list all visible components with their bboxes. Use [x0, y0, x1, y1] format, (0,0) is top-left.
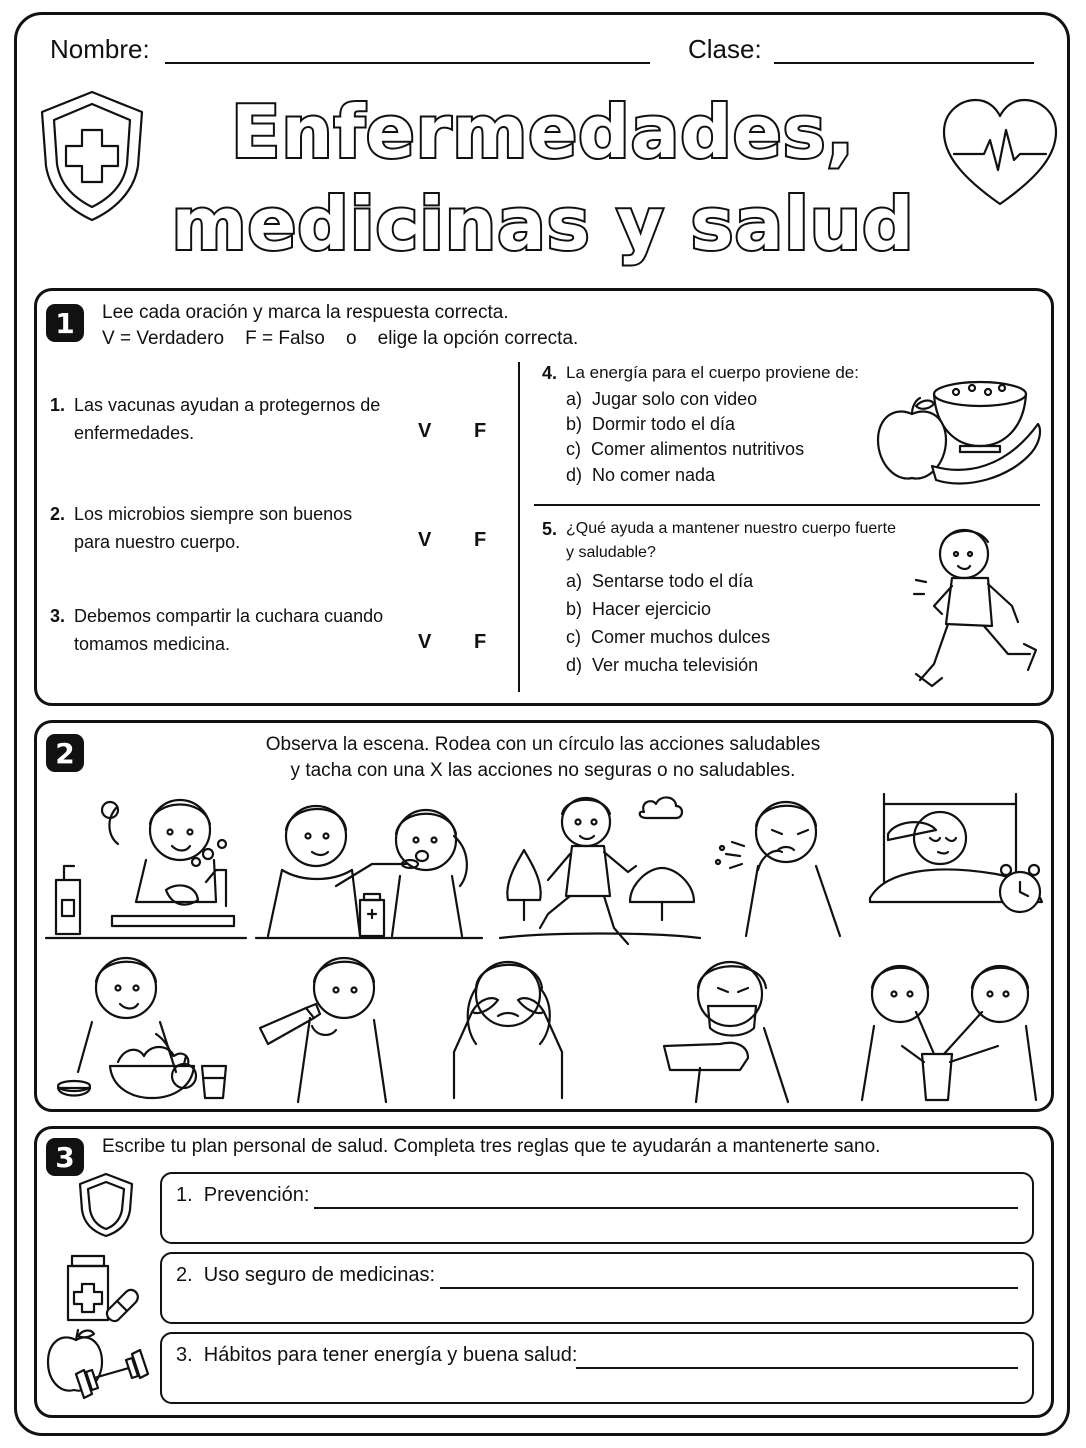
question-3-number: 3. — [50, 606, 66, 626]
question-2-text: Los microbios siempre son buenos — [74, 504, 353, 524]
plan-rule-2-label: 2. Uso seguro de medicinas: — [176, 1264, 436, 1286]
page-title-line1: Enfermedades, — [231, 90, 855, 174]
scene-drinking-water[interactable] — [256, 948, 396, 1108]
healthy-food-icon — [876, 372, 1046, 494]
question-5-option-a[interactable]: a) Sentarse todo el día — [566, 571, 754, 591]
question-3-text-2: tomamos medicina. — [74, 634, 231, 654]
question-1-text: Las vacunas ayudan a protegernos de — [74, 395, 381, 415]
page-title-line2: medicinas y salud — [171, 182, 915, 266]
section-2-instruction-2: y tacha con una X las acciones no seguras o no saludables. — [290, 760, 796, 781]
section-1-key: V = Verdadero F = Falso o elige la opción correcta. — [102, 328, 579, 349]
question-2-true-option[interactable]: V — [418, 529, 432, 551]
running-boy-icon — [912, 514, 1042, 698]
scene-coughing-into-elbow[interactable] — [660, 948, 800, 1108]
scene-sharing-drink[interactable] — [852, 950, 1042, 1110]
heart-pulse-icon — [940, 96, 1060, 208]
plan-rule-3-label: 3. Hábitos para tener energía y buena salud: — [176, 1344, 578, 1366]
section-1-hdivider — [534, 504, 1040, 506]
section-1-badge: 1 — [46, 304, 84, 342]
question-2-false-option[interactable]: F — [474, 529, 487, 551]
shield-cross-icon — [36, 88, 148, 224]
question-5-option-b[interactable]: b) Hacer ejercicio — [566, 599, 712, 619]
question-5-text-2: y saludable? — [566, 544, 656, 561]
medicine-bottle-icon — [64, 1244, 142, 1324]
question-5-option-d[interactable]: d) Ver mucha televisión — [566, 655, 759, 675]
question-4-option-a[interactable]: a) Jugar solo con video — [566, 389, 758, 409]
section-3-instruction: Escribe tu plan personal de salud. Completa tres reglas que te ayudarán a mantenerte sano. — [102, 1136, 881, 1157]
question-4-text: La energía para el cuerpo proviene de: — [566, 363, 859, 382]
plan-rule-3 — [160, 1332, 1034, 1404]
question-4-option-d[interactable]: d) No comer nada — [566, 465, 716, 485]
section-3-badge: 3 — [46, 1138, 84, 1176]
question-5-option-c[interactable]: c) Comer muchos dulces — [566, 627, 771, 647]
scene-eating-healthy[interactable] — [48, 948, 238, 1108]
scene-handwashing[interactable] — [46, 790, 246, 940]
name-label: Nombre: — [50, 34, 150, 64]
scene-sleeping[interactable] — [866, 790, 1050, 940]
class-field[interactable] — [774, 62, 1034, 64]
plan-rule-2 — [160, 1252, 1034, 1324]
question-3-true-option[interactable]: V — [418, 631, 432, 653]
scene-sharing-medicine-spoon[interactable] — [256, 790, 482, 940]
scene-coughing-uncovered[interactable] — [712, 790, 852, 940]
name-field[interactable] — [165, 62, 650, 64]
question-3-false-option[interactable]: F — [474, 631, 487, 653]
scene-rubbing-eyes[interactable] — [436, 948, 576, 1108]
apple-dumbbell-icon — [46, 1326, 150, 1404]
class-label: Clase: — [688, 34, 762, 64]
section-1-divider — [518, 362, 520, 692]
question-1-text-2: enfermedades. — [74, 423, 195, 443]
question-2-text-2: para nuestro cuerpo. — [74, 532, 241, 552]
section-1-instruction: Lee cada oración y marca la respuesta correcta. — [102, 302, 509, 323]
question-1-true-option[interactable]: V — [418, 420, 432, 442]
question-4-option-c[interactable]: c) Comer alimentos nutritivos — [566, 439, 805, 459]
plan-rule-1-label: 1. Prevención: — [176, 1184, 310, 1206]
question-1-number: 1. — [50, 395, 66, 415]
shield-icon — [78, 1172, 134, 1238]
question-4-number: 4. — [542, 363, 558, 383]
scene-running-outdoors[interactable] — [500, 788, 700, 958]
section-2-instruction: Observa la escena. Rodea con un círculo las acciones saludables — [265, 734, 821, 755]
plan-rule-2-line[interactable] — [440, 1287, 1018, 1289]
question-5-text: ¿Qué ayuda a mantener nuestro cuerpo fuerte — [566, 520, 896, 537]
question-5-number: 5. — [542, 519, 558, 539]
question-1-false-option[interactable]: F — [474, 420, 487, 442]
plan-rule-3-line[interactable] — [576, 1367, 1018, 1369]
question-3-text: Debemos compartir la cuchara cuando — [74, 606, 384, 626]
question-2-number: 2. — [50, 504, 66, 524]
plan-rule-1 — [160, 1172, 1034, 1244]
plan-rule-1-line[interactable] — [314, 1207, 1018, 1209]
section-2-badge: 2 — [46, 734, 84, 772]
question-4-option-b[interactable]: b) Dormir todo el día — [566, 414, 736, 434]
